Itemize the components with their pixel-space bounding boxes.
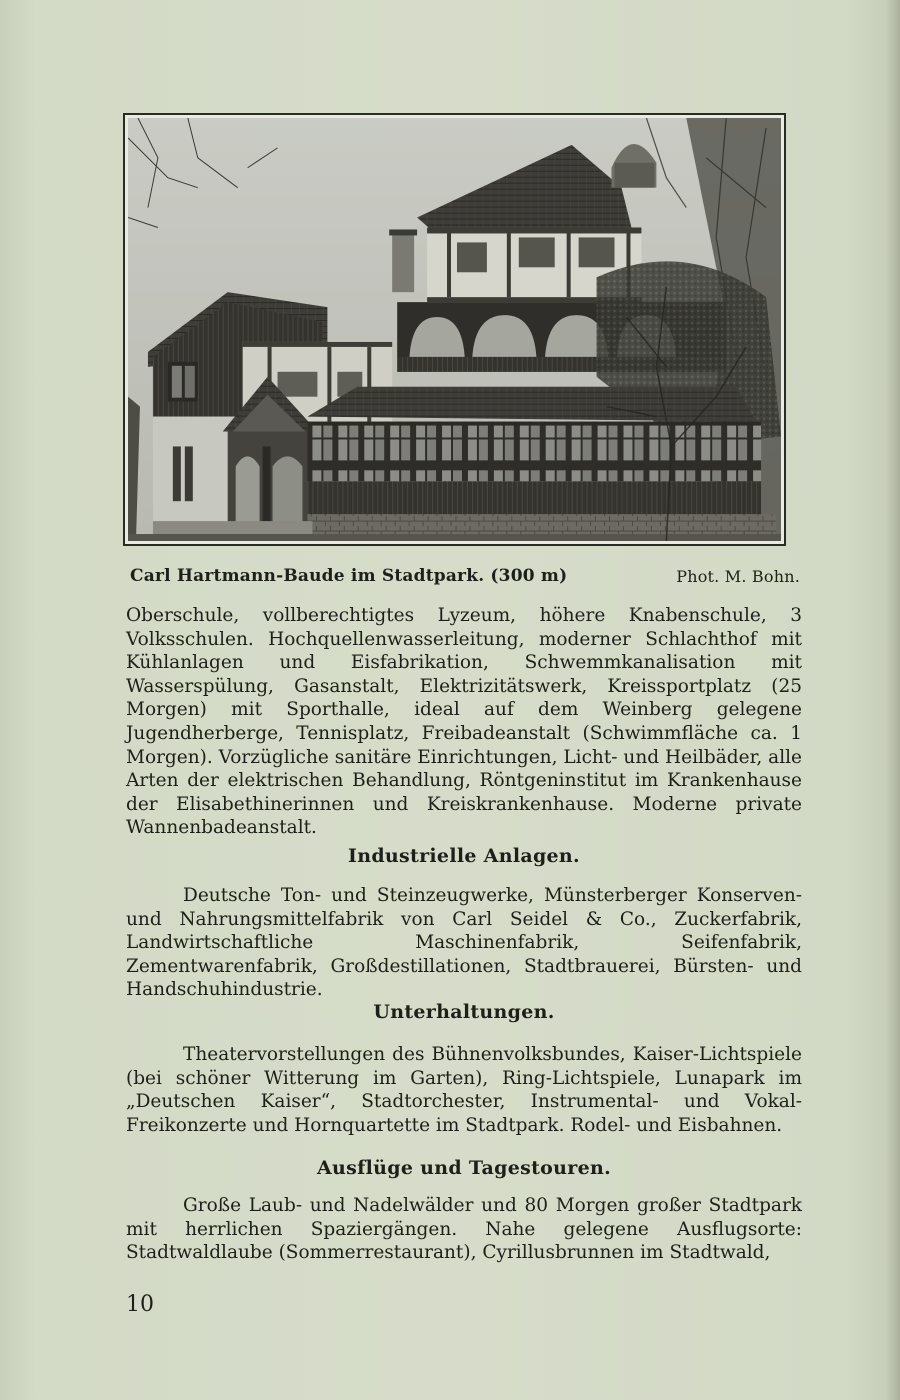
- intro-paragraph-block: [126, 604, 802, 840]
- building-photo: [128, 118, 781, 541]
- photo-caption: Carl Hartmann-Baude im Stadtpark. (300 m): [130, 566, 568, 586]
- section-heading: Unterhaltungen.: [373, 1001, 555, 1023]
- intro-paragraph: Oberschule, vollberechtigtes Lyzeum, höhere Knabenschule, 3 Volksschulen. Hochquellenwasserleitung, moderner Schlachthof mit Kühlanlagen und Eisfabrikation, Schwemmkanalisation mit Wasserspülung, Gasanstalt, Elektrizitätswerk, Kreissportplatz (25 Morgen) mit Sporthalle, ideal auf dem Weinberg gelegene Jugendherberge, Tennisplatz, Freibadeanstalt (Schwimmfläche ca. 1 Morgen). Vorzügliche sanitäre Einrichtungen, Licht- und Heilbäder, alle Arten der elektrischen Behandlung, Röntgeninstitut im Krankenhause der Elisabethinerinnen und Kreiskrankenhause. Moderne private Wannenbadeanstalt.: [126, 605, 802, 839]
- section-heading: Industrielle Anlagen.: [348, 845, 580, 867]
- page-edge-shadow: [886, 0, 900, 1400]
- photo-credit: Phot. M. Bohn.: [676, 567, 800, 586]
- section-paragraph-block: [126, 1043, 802, 1137]
- section-paragraph-block: [126, 1194, 802, 1265]
- section-heading: Ausflüge und Tagestouren.: [317, 1157, 611, 1179]
- photo-caption-row: [130, 566, 800, 590]
- section-paragraph: Deutsche Ton- und Steinzeugwerke, Münsterberger Konserven- und Nahrungsmittelfabrik von Carl Seidel & Co., Zuckerfabrik, Landwirtschaftliche Maschinenfabrik, Seifenfabrik, Zementwarenfabrik, Großdestillationen, Stadtbrauerei, Bürsten- und Handschuhindustrie.: [126, 885, 802, 1001]
- section-paragraph-block: [126, 884, 802, 1002]
- page-number: 10: [126, 1292, 154, 1317]
- photo-frame: [123, 113, 786, 546]
- section-paragraph: Theatervorstellungen des Bühnenvolksbundes, Kaiser-Lichtspiele (bei schöner Witterung im Garten), Ring-Lichtspiele, Lunapark im „Deutschen Kaiser“, Stadtorchester, Instrumental- und Vokal-Freikonzerte und Hornquartette im Stadtpark. Rodel- und Eisbahnen.: [126, 1044, 802, 1136]
- section-paragraph: Große Laub- und Nadelwälder und 80 Morgen großer Stadtpark mit herrlichen Spaziergängen. Nahe gelegene Ausflugsorte: Stadtwaldlaube (Sommerrestaurant), Cyrillusbrunnen im Stadtwald,: [126, 1195, 802, 1264]
